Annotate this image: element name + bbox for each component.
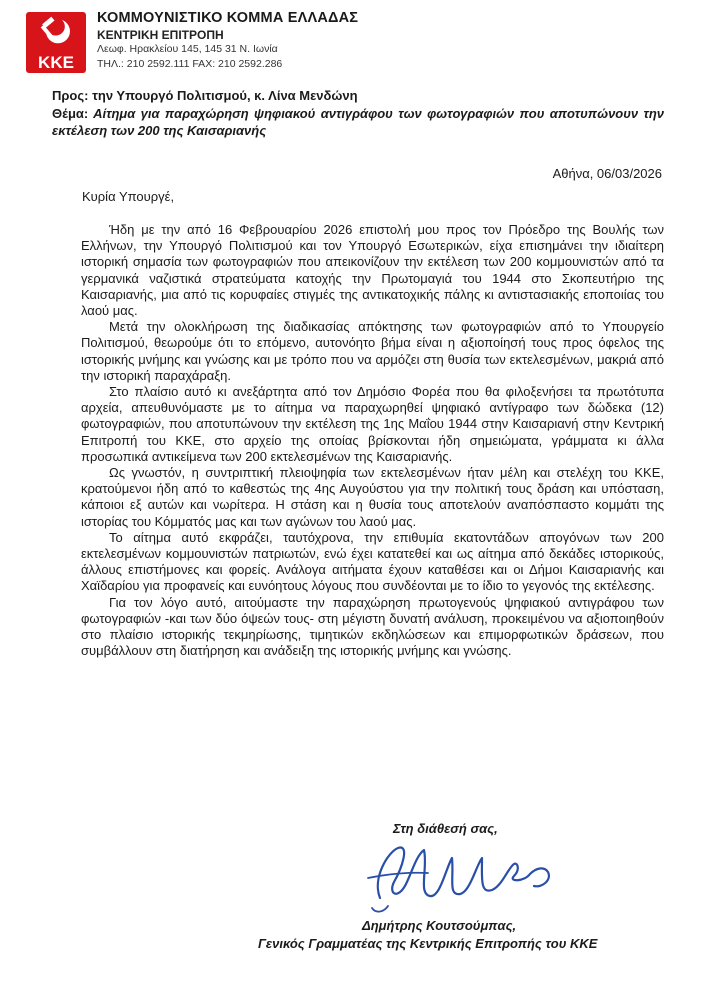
handwritten-signature [358, 838, 568, 921]
recipient-line: Προς: την Υπουργό Πολιτισμού, κ. Λίνα Μενδώνη [52, 88, 358, 103]
salutation: Κυρία Υπουργέ, [82, 189, 175, 204]
paragraph: Για τον λόγο αυτό, αιτούμαστε την παραχώρηση πρωτογενούς ψηφιακού αντιγράφου των φωτογραφιών -και των δύο όψεών τους- στη μέγιστη δυνατή ανάλυση, προκειμένου να αξιοποιηθούν στο πλαίσιο ιστορικής τεκμηρίωσης, τιμητικών εκδηλώσεων και επιμορφωτικών δράσεων, που συμβάλλουν στη διατήρηση και ανάδειξη της ιστορικής μνήμης και γνώσης. [81, 594, 664, 659]
hammer-and-sickle-icon [26, 12, 86, 73]
letter-date: Αθήνα, 06/03/2026 [552, 166, 662, 181]
paragraph: Ως γνωστόν, η συντριπτική πλειοψηφία των εκτελεσμένων ήταν μέλη και στελέχη του ΚΚΕ, κρατούμενοι ήδη από το καθεστώς της 4ης Αυγούστου για την πολιτική τους δράση και υπόσταση, κάποιοι εξ αυτών και νωρίτερα. Η στάση και η θυσία τους αποτελούν αναπόσπαστο κομμάτι της ιστορίας του Κόμματός μας και των αγώνων του λαού μας. [81, 465, 664, 529]
closing-line: Στη διάθεσή σας, [393, 821, 498, 836]
committee-name: ΚΕΝΤΡΙΚΗ ΕΠΙΤΡΟΠΗ [97, 28, 224, 42]
paragraph: Ήδη με την από 16 Φεβρουαρίου 2026 επιστολή μου προς τον Πρόεδρο της Βουλής των Ελλήνων, την Υπουργό Πολιτισμού και τον Υπουργό Εσωτερικών, είχα επισημάνει την ιδιαίτερη ιστορική σημασία των φωτογραφιών που απεικονίζουν την εκτέλεση των 200 κομμουνιστών από τα γερμανικά ναζιστικά στρατεύματα κατοχής την Πρωτομαγιά του 1944 στο Σκοπευτήριο της Καισαριανής, μια από τις κορυφαίες στιγμές της αντικατοχικής πάλης κι αντιστασιακής εποποιίας του λαού μας. [81, 222, 664, 319]
subject-label: Θέμα: [52, 106, 89, 121]
address: Λεωφ. Ηρακλείου 145, 145 31 Ν. Ιωνία [97, 43, 278, 55]
party-logo [26, 12, 86, 73]
phone-fax: ΤΗΛ.: 210 2592.111 FAX: 210 2592.286 [97, 58, 283, 70]
organization-name: ΚΟΜΜΟΥΝΙΣΤΙΚΟ ΚΟΜΜΑ ΕΛΛΑΔΑΣ [97, 10, 359, 26]
paragraph: Μετά την ολοκλήρωση της διαδικασίας απόκτησης των φωτογραφιών από το Υπουργείο Πολιτισμού, θεωρούμε ότι το επόμενο, αυτονόητο βήμα είναι η αξιοποίησή τους προς όφελος της ιστορικής μνήμης και γνώσης και με τρόπο που να αρμόζει στη θυσία των εκτελεσμένων, μακριά από την ιστορική παραχάραξη. [81, 319, 664, 383]
paragraph: Στο πλαίσιο αυτό κι ανεξάρτητα από τον Δημόσιο Φορέα που θα φιλοξενήσει τα πρωτότυπα αρχεία, απευθυνόμαστε με το αίτημα να παραχωρηθεί ψηφιακό αντίγραφο των δώδεκα (12) φωτογραφιών, που αποτυπώνουν την εκτέλεση της 1ης Μαΐου 1944 στην Καισαριανή στην Κεντρική Επιτροπή του ΚΚΕ, στο αρχείο της οποίας βρίσκονται ήδη σημειώματα, γράμματα κι άλλα προσωπικά αντικείμενα των 200 εκτελεσμένων της Καισαριανής. [81, 384, 664, 464]
subject-line [52, 105, 664, 139]
letter-body [81, 222, 664, 659]
subject-text: Αίτημα για παραχώρηση ψηφιακού αντιγράφου των φωτογραφιών που αποτυπώνουν την εκτέλεση των 200 της Καισαριανής [52, 106, 664, 138]
paragraph: Το αίτημα αυτό εκφράζει, ταυτόχρονα, την επιθυμία εκατοντάδων απογόνων των 200 εκτελεσμένων κομμουνιστών πατριωτών, ενώ έχει κατατεθεί και ως αίτημα από δεκάδες ιστορικούς, άλλους επιστήμονες και φορείς. Ανάλογα αιτήματα έχουν καταθέσει και οι Δήμοι Καισαριανής και Χαϊδαρίου για προφανείς και ευνόητους λόγους που συνδέονται με το ίδιο το γεγονός της εκτέλεσης. [81, 529, 664, 594]
logo-lettering: ΚΚΕ [38, 53, 74, 72]
signer-title: Γενικός Γραμματέας της Κεντρικής Επιτροπής του ΚΚΕ [258, 936, 598, 951]
signer-name: Δημήτρης Κουτσούμπας, [362, 918, 517, 933]
